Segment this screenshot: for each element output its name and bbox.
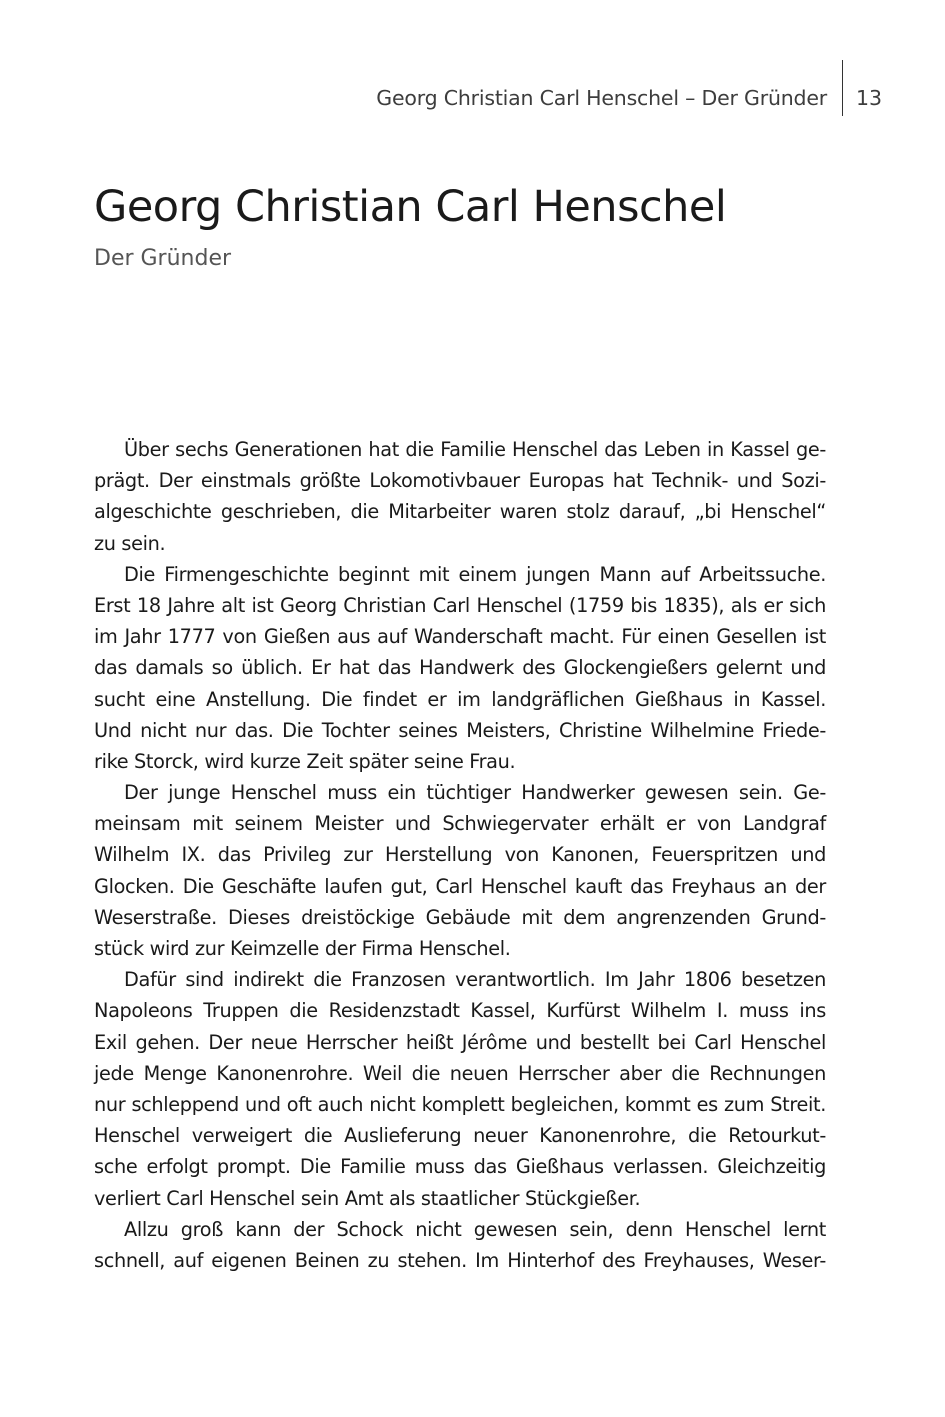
paragraph-line: jede Menge Kanonenrohre. Weil die neuen Herrscher aber die Rechnungen (94, 1061, 826, 1085)
header-divider (842, 60, 843, 116)
paragraph-line: sche erfolgt prompt. Die Familie muss das Gießhaus verlassen. Gleichzeitig (94, 1155, 826, 1179)
paragraph-line: verliert Carl Henschel sein Amt als staatlicher Stückgießer. (94, 1186, 641, 1210)
paragraph-line: Weserstraße. Dieses dreistöckige Gebäude mit dem angrenzenden Grund- (94, 905, 826, 929)
paragraph-line: schnell, auf eigenen Beinen zu stehen. Im Hinterhof des Freyhauses, Weser- (94, 1248, 826, 1272)
paragraph-line: Erst 18 Jahre alt ist Georg Christian Carl Henschel (1759 bis 1835), als er sich (94, 593, 826, 617)
chapter-subtitle: Der Gründer (94, 246, 232, 271)
paragraph-line: prägt. Der einstmals größte Lokomotivbauer Europas hat Technik- und Sozi- (94, 469, 826, 493)
paragraph-line: Exil gehen. Der neue Herrscher heißt Jérôme und bestellt bei Carl Henschel (94, 1030, 826, 1054)
paragraph-line: Über sechs Generationen hat die Familie Henschel das Leben in Kassel ge- (124, 438, 826, 461)
page-number: 13 (856, 86, 883, 110)
paragraph-line: Glocken. Die Geschäfte laufen gut, Carl Henschel kauft das Freyhaus an der (94, 874, 826, 898)
running-header: Georg Christian Carl Henschel – Der Gründer (376, 86, 827, 110)
paragraph-line: Der junge Henschel muss ein tüchtiger Handwerker gewesen sein. Ge- (124, 781, 826, 805)
paragraph-line: meinsam mit seinem Meister und Schwiegervater erhält er von Landgraf (94, 812, 826, 836)
chapter-title: Georg Christian Carl Henschel (94, 182, 727, 232)
paragraph-line: Napoleons Truppen die Residenzstadt Kassel, Kurfürst Wilhelm I. muss ins (94, 999, 826, 1023)
paragraph-line: Die Firmengeschichte beginnt mit einem jungen Mann auf Arbeitssuche. (124, 562, 826, 586)
body-text (94, 434, 826, 1276)
paragraph-line: Und nicht nur das. Die Tochter seines Meisters, Christine Wilhelmine Friede- (94, 718, 826, 742)
paragraph-line: Henschel verweigert die Auslieferung neuer Kanonenrohre, die Retourkut- (94, 1124, 826, 1148)
paragraph-line: rike Storck, wird kurze Zeit später seine Frau. (94, 749, 516, 773)
paragraph-line: stück wird zur Keimzelle der Firma Henschel. (94, 937, 511, 960)
paragraph-line: Dafür sind indirekt die Franzosen verantwortlich. Im Jahr 1806 besetzen (124, 968, 826, 992)
paragraph-line: algeschichte geschrieben, die Mitarbeiter waren stolz darauf, „bi Henschel“ (94, 500, 826, 524)
paragraph-line: sucht eine Anstellung. Die findet er im landgräflichen Gießhaus in Kassel. (94, 687, 826, 711)
paragraph-line: zu sein. (94, 531, 166, 555)
paragraph-line: das damals so üblich. Er hat das Handwerk des Glockengießers gelernt und (94, 656, 826, 680)
paragraph-line: nur schleppend und oft auch nicht komplett begleichen, kommt es zum Streit. (94, 1092, 826, 1116)
paragraph-line: im Jahr 1777 von Gießen aus auf Wanderschaft macht. Für einen Gesellen ist (94, 625, 826, 649)
paragraph-line: Allzu groß kann der Schock nicht gewesen sein, denn Henschel lernt (124, 1217, 826, 1241)
paragraph-line: Wilhelm IX. das Privileg zur Herstellung von Kanonen, Feuerspritzen und (94, 843, 826, 867)
